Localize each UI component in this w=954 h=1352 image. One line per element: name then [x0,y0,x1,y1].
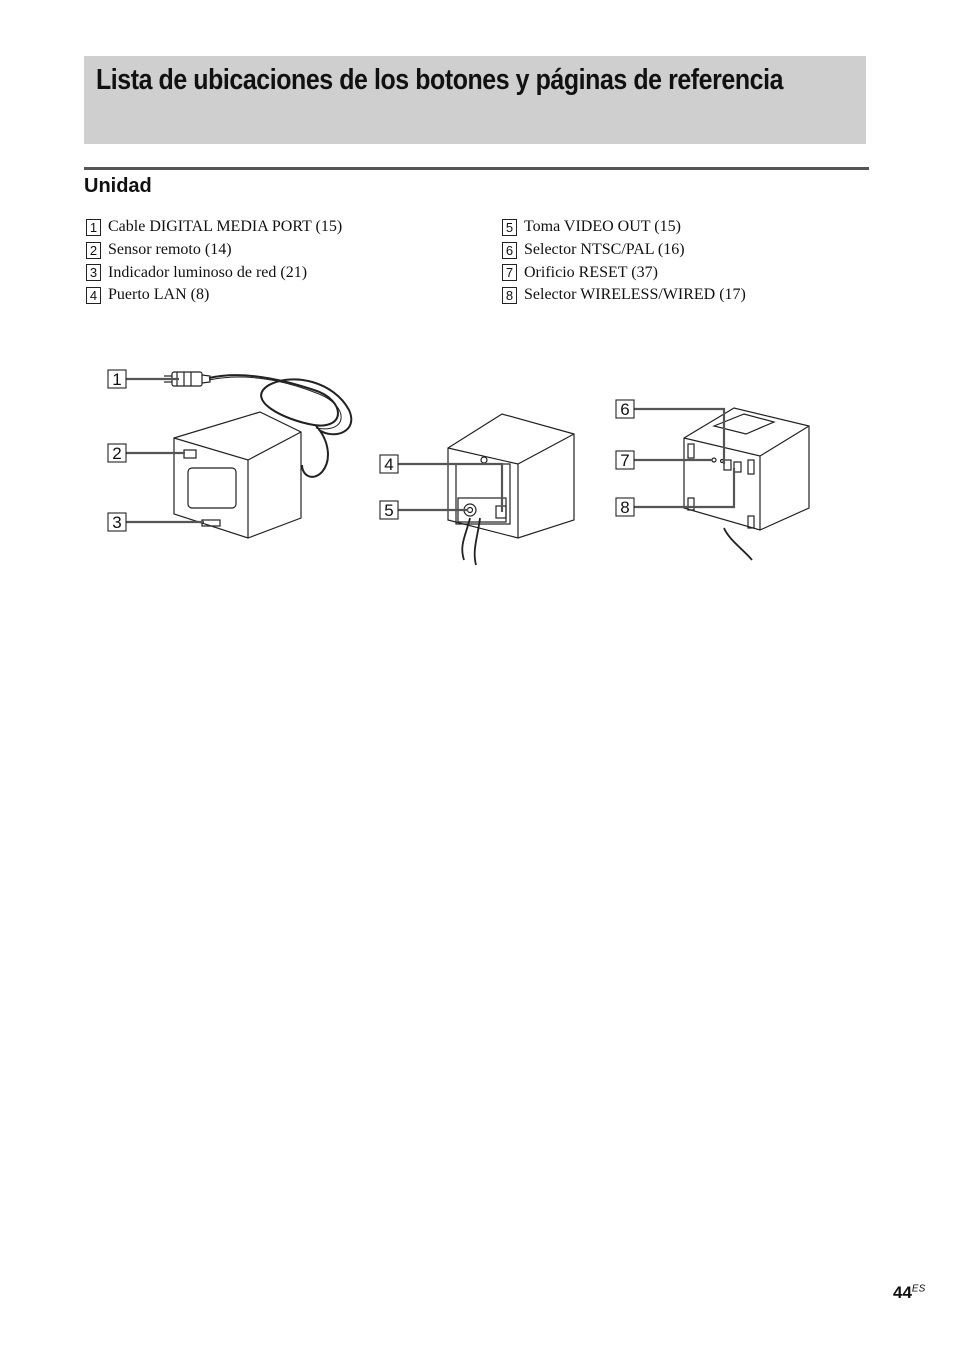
item-label: Sensor remoto (14) [108,241,232,259]
unit-diagram [84,360,824,570]
title-box [84,56,866,144]
list-item [502,284,746,307]
callout-label: 3 [112,513,122,532]
item-label: Cable DIGITAL MEDIA PORT (15) [108,218,343,236]
item-list-left [86,216,342,307]
callout-label: 4 [384,455,394,474]
item-number: 2 [86,242,101,259]
callout-label: 8 [620,498,630,517]
item-number: 4 [86,287,101,304]
callout-label: 1 [112,370,122,389]
item-number: 3 [86,264,101,281]
callout-label: 5 [384,501,394,520]
item-label: Toma VIDEO OUT (15) [524,218,681,236]
list-item [86,284,342,307]
item-label: Selector NTSC/PAL (16) [524,241,685,259]
list-item [86,261,342,284]
item-label: Orificio RESET (37) [524,263,658,281]
callout-label: 7 [620,451,630,470]
item-number: 6 [502,242,517,259]
section-rule [84,167,869,170]
item-number: 1 [86,219,101,236]
callout-label: 2 [112,444,122,463]
back-view [448,414,574,565]
item-label: Puerto LAN (8) [108,286,210,304]
page-language-suffix: ES [911,1283,926,1295]
list-item [502,261,746,284]
section-heading: Unidad [84,175,152,197]
list-item [86,239,342,262]
list-item [502,239,746,262]
item-number: 5 [502,219,517,236]
item-number: 7 [502,264,517,281]
callout-label: 6 [620,400,630,419]
item-label: Selector WIRELESS/WIRED (17) [524,286,746,304]
page-title: Lista de ubicaciones de los botones y páginas de referencia [96,64,784,96]
list-item [86,216,342,239]
front-view [164,372,351,538]
item-list-right [502,216,746,307]
rear-view [684,408,809,560]
item-number: 8 [502,287,517,304]
page-number [893,1283,925,1303]
list-item [502,216,746,239]
page-number-value: 44 [893,1283,912,1302]
item-label: Indicador luminoso de red (21) [108,263,308,281]
